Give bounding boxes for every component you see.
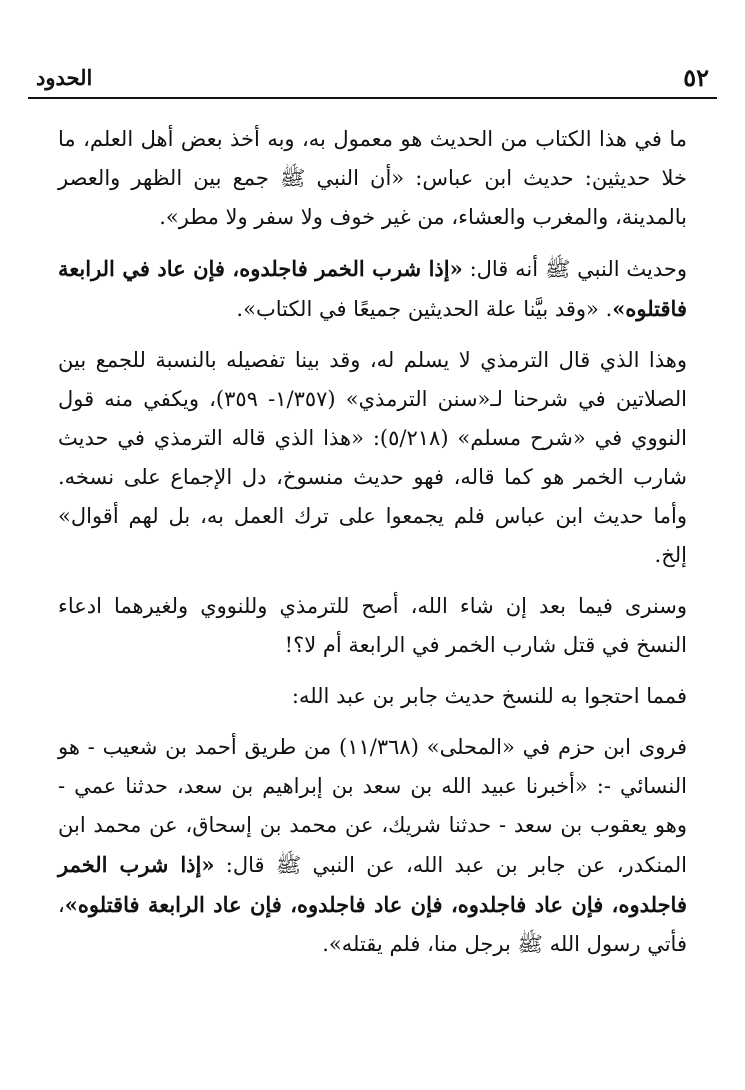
text-segment: وسنرى فيما بعد إن شاء الله، أصح للترمذي وللنووي ولغيرهما ادعاء النسخ في قتل شارب الخمر في الرابعة أم لا؟!: [58, 594, 687, 657]
hadith-quote: «إذا شرب الخمر فاجلدوه، فإن عاد فاجلدوه، فإن عاد فاجلدوه، فإن عاد الرابعة فاقتلوه»: [58, 852, 687, 917]
text-segment: ، فأتي رسول الله ﷺ برجل منا، فلم يقتله».: [58, 893, 687, 956]
paragraph: [58, 341, 687, 575]
text-segment: وحديث النبي ﷺ أنه قال:: [462, 257, 687, 281]
text-segment: . «وقد بيَّنا علة الحديثين جميعًا في الكتاب».: [236, 297, 613, 321]
text-segment: فروى ابن حزم في «المحلى» (١١/٣٦٨) من طريق أحمد بن شعيب - هو النسائي -: «أخبرنا عبيد الله بن سعد بن إبراهيم بن سعد، حدثنا عمي - وهو يعقوب بن سعد - حدثنا شريك، عن محمد بن إسحاق، عن محمد ابن المنكدر، عن جابر بن عبد الله، عن النبي ﷺ قال:: [58, 735, 687, 877]
header-divider: [28, 97, 717, 99]
text-segment: ما في هذا الكتاب من الحديث هو معمول به، وبه أخذ بعض أهل العلم، ما خلا حديثين: حديث ابن عباس: «أن النبي ﷺ جمع بين الظهر والعصر بالمدينة، والمغرب والعشاء، من غير خوف ولا سفر ولا مطر».: [58, 127, 687, 229]
paragraph: [58, 120, 687, 237]
paragraph: [58, 249, 687, 329]
paragraph: [58, 677, 687, 716]
text-segment: فمما احتجوا به للنسخ حديث جابر بن عبد الله:: [291, 684, 687, 708]
text-segment: وهذا الذي قال الترمذي لا يسلم له، وقد بينا تفصيله بالنسبة للجمع بين الصلاتين في شرحنا لـ«سنن الترمذي» (١/٣٥٧- ٣٥٩)، ويكفي منه قول النووي في «شرح مسلم» (٥/٢١٨): «هذا الذي قاله الترمذي في حديث شارب الخمر هو كما قاله، فهو حديث منسوخ، دل الإجماع على نسخه. وأما حديث ابن عباس فلم يجمعوا على ترك العمل به، بل لهم أقوال» إلخ.: [58, 348, 688, 567]
page-body: [58, 120, 687, 964]
running-title: الحدود: [36, 65, 93, 90]
page-number: ٥٢: [683, 63, 709, 92]
hadith-quote: «إذا شرب الخمر فاجلدوه، فإن عاد في الرابعة فاقتلوه»: [58, 256, 687, 321]
paragraph: [58, 587, 687, 665]
paragraph: [58, 728, 687, 964]
page-header: [28, 62, 717, 94]
